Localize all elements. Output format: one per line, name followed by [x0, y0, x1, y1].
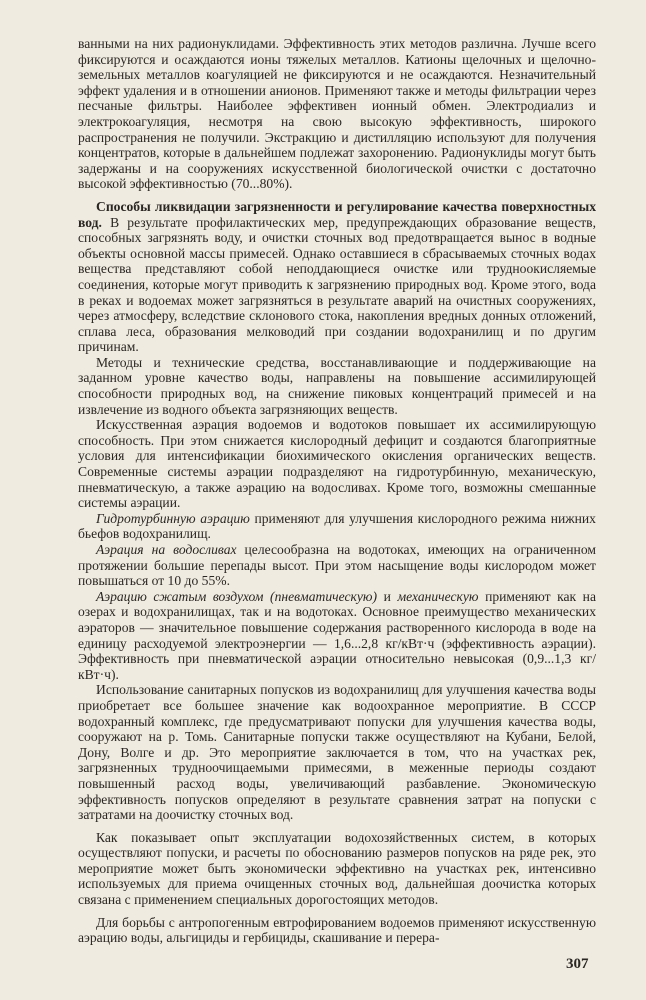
paragraph-text: Использование санитарных попусков из водохранилищ для улучшения качества воды приобретает все большее значение как водоохранное мероприятие. В СССР водохранный комплекс, где предусматривают попуски для улучшения качества воды, сооружают на р. Томь. Санитарные попуски также осуществляют на Кубани, Белой, Дону, Волге и др. Это мероприятие заключается в том, что на участках рек, загрязненных трудноочищаемыми примесями, в меженные периоды создают повышенный расход воды, увеличивающий разбавление. Экономическую эффективность попусков определяют в результате сравнения затрат на попуски с затратами на доочистку сточных вод. — [78, 682, 596, 823]
paragraph-sanitary-releases — [78, 682, 596, 822]
italic-term: Аэрацию сжатым воздухом (пневматическую) — [96, 588, 378, 604]
italic-term: Гидротурбинную аэрацию — [96, 510, 250, 526]
paragraph-hydroturbine-aeration — [78, 511, 596, 542]
paragraph-text: и — [377, 588, 398, 604]
paragraph-text: Методы и технические средства, восстанавливающие и поддерживающие на заданном уровне качество воды, направлены на повышение ассимилирующей способности природных вод, на снижение пиковых концентраций примесей и на извлечение из водного объекта загрязняющих веществ. — [78, 354, 596, 417]
paragraph-text: Искусственная аэрация водоемов и водотоков повышает их ассимилирующую способность. При этом снижается кислородный дефицит и создаются благоприятные условия для интенсификации биохимического окисления органических веществ. Современные системы аэрации подразделяют на гидротурбинную, механическую, пневматическую, а также аэрацию на водосливах. Кроме того, возможны смешанные системы аэрации. — [78, 417, 596, 511]
paragraph-text: ванными на них радионуклидами. Эффективность этих методов различна. Лучше всего фиксируются и осаждаются ионы тяжелых металлов. Катионы щелочных и щелочно-земельных металлов коагуляцией не фиксируются и не осаждаются. Незначительный эффект удаления и в отношении анионов. Применяют также и методы фильтрации через песчаные фильтры. Наиболее эффективен ионный обмен. Электродиализ и электрокоагуляция, несмотря на свою высокую эффективность, широкого распространения не получили. Экстракцию и дистилляцию используют для получения концентратов, которые в дальнейшем подлежат захоронению. Радионуклиды могут быть задержаны и на сооружениях искусственной биологической очистки с достаточно высокой эффективностью (70...80%). — [78, 36, 596, 192]
page-number: 307 — [566, 956, 589, 972]
paragraph-text: Как показывает опыт эксплуатации водохозяйственных систем, в которых осуществляют попуски, и расчеты по обоснованию размеров попусков на ряде рек, это мероприятие может быть экономически эффективно на участках рек, интенсивно используемых для приема очищенных сточных вод, дальнейшая доочистка которых связана с применением специальных дорогостоящих методов. — [78, 829, 596, 908]
italic-term: механическую — [397, 588, 479, 604]
paragraph-text: Для борьбы с антропогенным евтрофированием водоемов применяют искусственную аэрацию воды, альгициды и гербициды, скашивание и перера- — [78, 914, 596, 946]
paragraph-text: В результате профилактических мер, предупреждающих образование веществ, способных загрязнять воду, и очистки сточных вод предотвращается вынос в водные объекты основной массы примесей. Однако оставшиеся в сбрасываемых сточных водах вещества представляют собой неподдающиеся очистке или трудноокисляемые соединения, которые могут приводить к загрязнению природных вод. Кроме этого, вода в реках и водоемах может загрязняться в результате аварий на очистных сооружениях, через атмосферу, вследствие склонового стока, накопления вредных донных отложений, сплава леса, образования мелководий при создании водохранилищ и по другим причинам. — [78, 214, 596, 355]
paragraph-text: применяют для улучшения кислородного режима нижних бьефов водохранилищ. — [78, 510, 596, 542]
paragraph-liquidation-methods — [78, 199, 596, 355]
italic-term: Аэрация на водосливах — [96, 542, 237, 557]
section-heading: Способы ликвидации загрязненности и регулирование качества поверхностных вод. — [78, 198, 596, 230]
paragraph-text: применяют как на озерах и водохранилищах, так и на водотоках. Основное преимущество механических аэраторов — значительное повышение содержания растворенного кислорода в воде на единицу расходуемой электроэнергии — 1,6...2,8 кг/кВт·ч (эффективность аэрации). Эффективность при пневматической аэрации относительно невысокая (0,9...1,3 кг/кВт·ч). — [78, 588, 596, 682]
paragraph-artificial-aeration — [78, 417, 596, 511]
paragraph-technical-means — [78, 355, 596, 417]
paragraph-text: целесообразна на водотоках, имеющих на ограниченном протяжении большие перепады высот. При этом насыщение воды кислородом может повышаться от 10 до 55%. — [78, 542, 596, 589]
paragraph-spillway-aeration — [78, 542, 596, 589]
paragraph-compressed-air-aeration — [78, 589, 596, 683]
text-column — [78, 36, 596, 946]
paragraph-eutrophication — [78, 915, 596, 946]
paragraph-radionuclides — [78, 36, 596, 192]
paragraph-operational-experience — [78, 830, 596, 908]
